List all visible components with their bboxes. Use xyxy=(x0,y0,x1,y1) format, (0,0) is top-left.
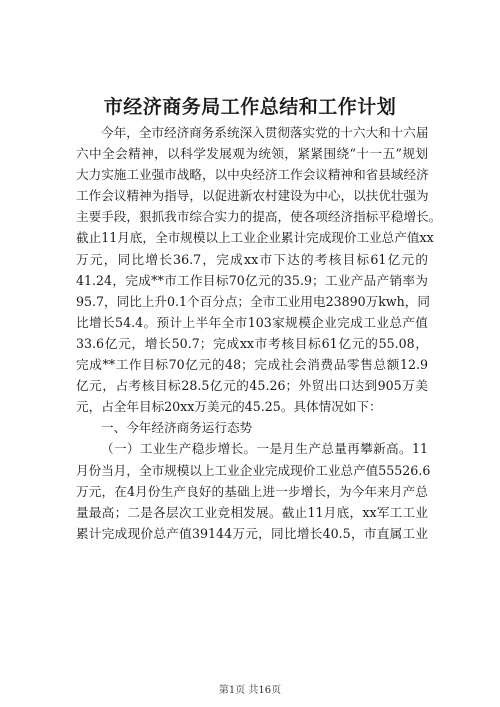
paragraph-line: 大力实施工业强市战略，以中央经济工作会议精神和省县域经济 xyxy=(76,167,429,183)
document-title: 市经济商务局工作总结和工作计划 xyxy=(103,96,397,118)
paragraph-line: 万元，在4月份生产良好的基础上进一步增长，为今年来月产总 xyxy=(76,483,428,499)
paragraph-line: 累计完成现价总产值39144万元，同比增长40.5，市直属工业 xyxy=(76,525,428,541)
document-body xyxy=(76,122,442,544)
paragraph-line: 41.24，完成**市工作目标70亿元的35.9；工业产品产销率为 xyxy=(76,272,428,288)
paragraph-line: 元，占全年目标20xx万美元的45.25。具体情况如下： xyxy=(76,399,382,415)
paragraph-line: （一）工业生产稳步增长。一是月生产总量再攀新高。11 xyxy=(101,441,428,457)
paragraph-line: 亿元，占考核目标28.5亿元的45.26；外贸出口达到905万美 xyxy=(76,378,428,394)
section-heading: 一、今年经济商务运行态势 xyxy=(101,420,253,436)
paragraph-line: 截止11月底，全市规模以上工业企业累计完成现价工业总产值xx xyxy=(76,230,434,246)
paragraph-line: 量最高；二是各层次工业竞相发展。截止11月底，xx军工工业 xyxy=(76,504,428,520)
paragraph-line: 比增长54.4。预计上半年全市103家规模企业完成工业总产值 xyxy=(76,314,428,330)
paragraph-line: 万元，同比增长36.7，完成xx市下达的考核目标61亿元的 xyxy=(76,251,428,267)
paragraph-line: 完成**工作目标70亿元的48；完成社会消费品零售总额12.9 xyxy=(76,357,428,373)
paragraph-line: 月份当月，全市规模以上工业企业完成现价工业总产值55526.6 xyxy=(76,462,431,478)
paragraph-line: 主要手段，狠抓我市综合实力的提高，使各项经济指标平稳增长。 xyxy=(76,209,442,225)
paragraph-line: 六中全会精神，以科学发展观为统领，紧紧围绕“十一五”规划 xyxy=(76,146,428,162)
page-footer: 第1页 共16页 xyxy=(218,685,282,696)
paragraph-line: 95.7，同比上升0.1个百分点；全市工业用电23890万kwh，同 xyxy=(76,293,430,309)
paragraph-line: 33.6亿元，增长50.7；完成xx市考核目标61亿元的55.08， xyxy=(76,335,428,351)
paragraph-line: 工作会议精神为指导，以促进新农村建设为中心，以扶优壮强为 xyxy=(76,188,429,204)
paragraph-line: 今年，全市经济商务系统深入贯彻落实党的十六大和十六届 xyxy=(101,125,429,140)
